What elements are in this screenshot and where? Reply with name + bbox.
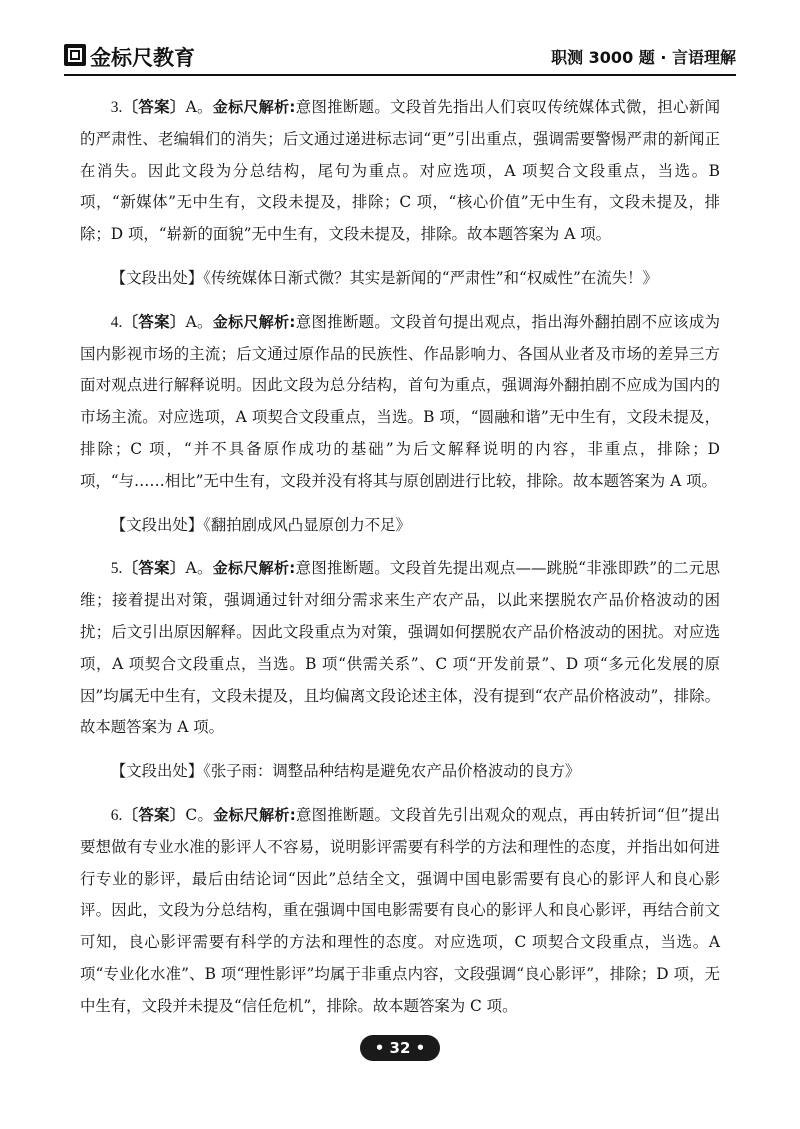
source-block-4 xyxy=(80,510,720,542)
answer-value: A。 xyxy=(185,559,213,578)
answer-block-3: 3.〔答案〕A。金标尺解析:意图推断题。文段首先指出人们哀叹传统媒体式微，担心新闻的严肃性、老编辑们的消失；后文通过递进标志词“更”引出重点，强调需要警惕严肃的新闻正在消失。因此文段为分总结构，尾句为重点。对应选项，A 项契合文段重点，当选。B 项，“新媒体”无中生有，文段未提及，排除；C 项，“核心价值”无中生有，文段未提及，排除；D 项，“崭新的面貌”无中生有，文段未提及，排除。故本题答案为 A 项。 xyxy=(80,98,720,244)
analysis-text: 意图推断题。文段首先提出观点——跳脱“非涨即跌”的二元思维；接着提出对策，强调通过针对细分需求来生产农产品，以此来摆脱农产品价格波动的困扰；后文引出原因解释。因此文段重点为对策，强调如何摆脱农产品价格波动的困扰。对应选项，A 项契合文段重点，当选。B 项“供需关系”、C 项“开发前景”、D 项“多元化发展的原因”均属无中生有，文段未提及，且均偏离文段论述主体，没有提到“农产品价格波动”，排除。故本题答案为 A 项。 xyxy=(80,559,720,737)
source-title: 《张子雨：调整品种结构是避免农产品价格波动的良方》 xyxy=(203,762,581,781)
source-title: 《传统媒体日渐式微？其实是新闻的“严肃性”和“权威性”在流失！》 xyxy=(203,268,658,287)
book-title: 职测 3000 题 · 言语理解 xyxy=(551,48,736,67)
answer-block-5: 5.〔答案〕A。金标尺解析:意图推断题。文段首先提出观点——跳脱“非涨即跌”的二元思维；接着提出对策，强调通过针对细分需求来生产农产品，以此来摆脱农产品价格波动的困扰；后文引出原因解释。因此文段重点为对策，强调如何摆脱农产品价格波动的困扰。对应选项，A 项契合文段重点，当选。B 项“供需关系”、C 项“开发前景”、D 项“多元化发展的原因”均属无中生有，文段未提及，且均偏离文段论述主体，没有提到“农产品价格波动”，排除。故本题答案为 A 项。 xyxy=(80,559,720,737)
answer-label: 〔答案〕 xyxy=(122,312,186,331)
source-label: 【文段出处】 xyxy=(110,762,204,781)
answer-value: A。 xyxy=(185,98,213,116)
brand-logo-icon xyxy=(64,44,86,66)
source-label: 【文段出处】 xyxy=(110,268,204,287)
answer-block-6: 6.〔答案〕C。金标尺解析:意图推断题。文段首先引出观众的观点，再由转折词“但”提出要想做有专业水准的影评人不容易，说明影评需要有科学的方法和理性的态度，并指出如何进行专业的影评，最后由结论词“因此”总结全文，强调中国电影需要有良心的影评人和良心影评。因此，文段为分总结构，重在强调中国电影需要有良心的影评人和良心影评，再结合前文可知，良心影评需要有科学的方法和理性的态度。对应选项，C 项契合文段重点，当选。A 项“专业化水准”、B 项“理性影评”均属于非重点内容，文段强调“良心影评”，排除；D 项，无中生有，文段并未提及“信任危机”，排除。故本题答案为 C 项。 xyxy=(80,805,720,1015)
answer-label: 〔答案〕 xyxy=(122,559,186,578)
answer-value: A。 xyxy=(185,312,213,331)
analysis-text: 意图推断题。文段首先引出观众的观点，再由转折词“但”提出要想做有专业水准的影评人不容易，说明影评需要有科学的方法和理性的态度，并指出如何进行专业的影评，最后由结论词“因此”总结全文，强调中国电影需要有良心的影评人和良心影评。因此，文段为分总结构，重在强调中国电影需要有良心的影评人和良心影评，再结合前文可知，良心影评需要有科学的方法和理性的态度。对应选项，C 项契合文段重点，当选。A 项“专业化水准”、B 项“理性影评”均属于非重点内容，文段强调“良心影评”，排除；D 项，无中生有，文段并未提及“信任危机”，排除。故本题答案为 C 项。 xyxy=(80,805,720,1015)
analysis-label: 金标尺解析: xyxy=(212,559,296,578)
page-content xyxy=(80,92,720,1023)
page-header xyxy=(64,40,736,76)
analysis-label: 金标尺解析: xyxy=(212,98,296,116)
answer-block-4: 4.〔答案〕A。金标尺解析:意图推断题。文段首句提出观点，指出海外翻拍剧不应该成为国内影视市场的主流；后文通过原作品的民族性、作品影响力、各国从业者及市场的差异三方面对观点进行解释说明。因此文段为总分结构，首句为重点，强调海外翻拍剧不应成为国内的市场主流。对应选项，A 项契合文段重点，当选。B 项，“圆融和谐”无中生有，文段未提及，排除；C 项，“并不具备原作成功的基础”为后文解释说明的内容，非重点，排除；D 项，“与……相比”无中生有，文段并没有将其与原创剧进行比较，排除。故本题答案为 A 项。 xyxy=(80,312,720,490)
source-block-3 xyxy=(80,263,720,295)
page-number: • 32 • xyxy=(360,1035,440,1061)
analysis-text: 意图推断题。文段首先指出人们哀叹传统媒体式微，担心新闻的严肃性、老编辑们的消失；后文通过递进标志词“更”引出重点，强调需要警惕严肃的新闻正在消失。因此文段为分总结构，尾句为重点。对应选项，A 项契合文段重点，当选。B 项，“新媒体”无中生有，文段未提及，排除；C 项，“核心价值”无中生有，文段未提及，排除；D 项，“崭新的面貌”无中生有，文段未提及，排除。故本题答案为 A 项。 xyxy=(80,98,720,244)
source-title: 《翻拍剧成风凸显原创力不足》 xyxy=(203,515,411,534)
answer-label: 〔答案〕 xyxy=(122,98,186,116)
answer-value: C。 xyxy=(185,805,214,824)
brand-name: 金标尺教育 xyxy=(90,46,195,70)
source-label: 【文段出处】 xyxy=(110,515,204,534)
analysis-text: 意图推断题。文段首句提出观点，指出海外翻拍剧不应该成为国内影视市场的主流；后文通过原作品的民族性、作品影响力、各国从业者及市场的差异三方面对观点进行解释说明。因此文段为总分结构，首句为重点，强调海外翻拍剧不应成为国内的市场主流。对应选项，A 项契合文段重点，当选。B 项，“圆融和谐”无中生有，文段未提及，排除；C 项，“并不具备原作成功的基础”为后文解释说明的内容，非重点，排除；D 项，“与……相比”无中生有，文段并没有将其与原创剧进行比较，排除。故本题答案为 A 项。 xyxy=(80,312,720,490)
answer-label: 〔答案〕 xyxy=(122,805,186,824)
source-block-5 xyxy=(80,756,720,788)
analysis-label: 金标尺解析: xyxy=(213,805,296,824)
analysis-label: 金标尺解析: xyxy=(212,312,296,331)
